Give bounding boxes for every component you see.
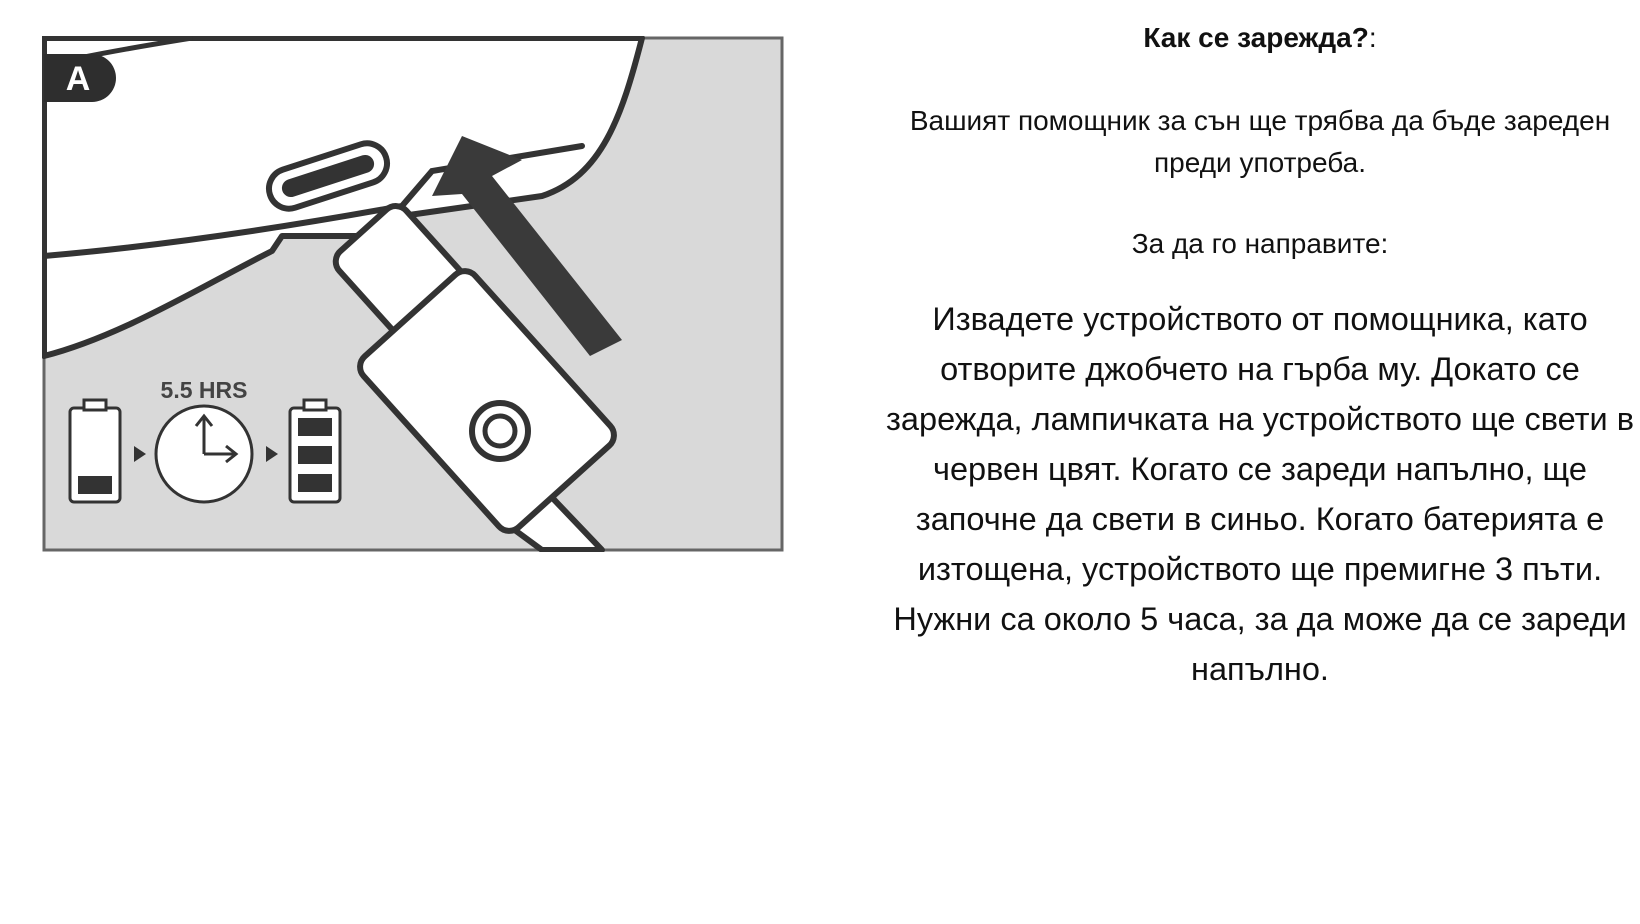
battery-full-icon bbox=[290, 400, 340, 502]
section-heading bbox=[880, 18, 1640, 58]
instructions-column bbox=[880, 18, 1640, 694]
charging-illustration bbox=[42, 36, 784, 552]
clock-icon bbox=[156, 406, 252, 502]
battery-low-icon bbox=[70, 400, 120, 502]
badge-a-label: A bbox=[65, 60, 91, 98]
instructions-paragraph: Извадете устройството от помощника, като отворите джобчето на гърба му. Докато се зарежда, лампичката на устройството ще свети в червен цвят. Когато се зареди напълно, ще започне да свети в синьо. Когато батерията е изтощена, устройството ще премигне 3 пъти. Нужни са около 5 часа, за да може да се зареди напълно. bbox=[886, 301, 1634, 687]
heading-suffix: : bbox=[1368, 22, 1377, 53]
duration-label: 5.5 HRS bbox=[160, 377, 248, 403]
heading-text: Как се зарежда? bbox=[1143, 22, 1369, 53]
charging-diagram bbox=[42, 36, 784, 552]
todo-label: За да го направите: bbox=[1131, 228, 1389, 259]
intro-paragraph: Вашият помощник за сън ще трябва да бъде зареден преди употреба. bbox=[909, 105, 1611, 178]
